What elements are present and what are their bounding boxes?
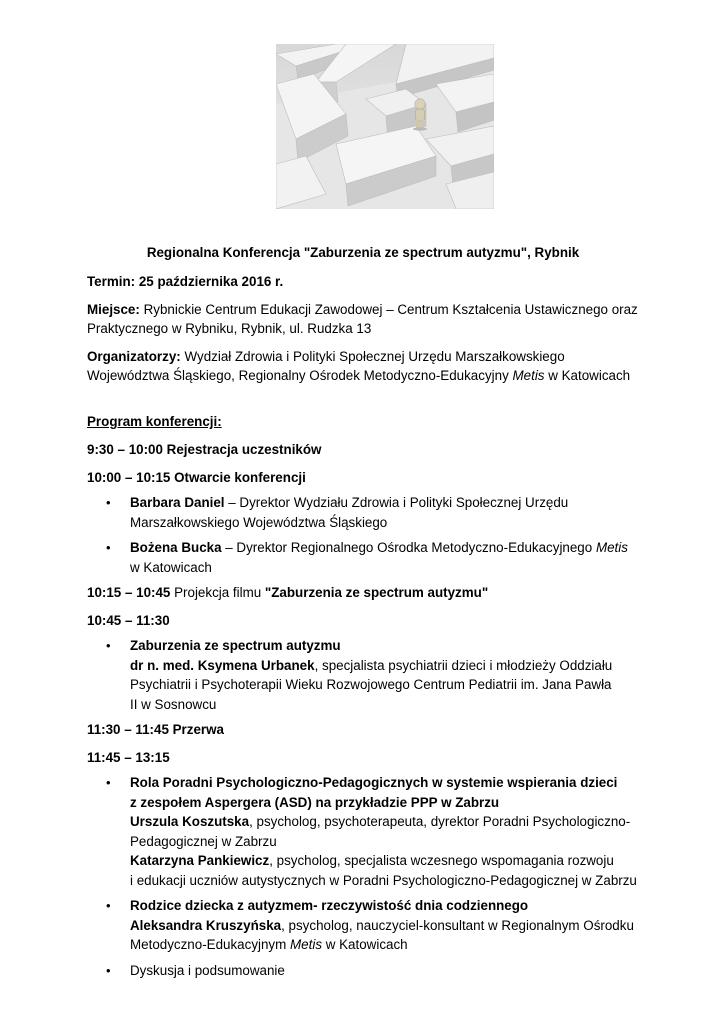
speaker-role: , psycholog, nauczyciel-konsultant w Regionalnym Ośrodku bbox=[281, 917, 634, 933]
speaker-name: Barbara Daniel bbox=[130, 495, 225, 510]
termin-value: 25 października 2016 r. bbox=[138, 274, 284, 289]
list-item: • Rodzice dziecka z autyzmem- rzeczywistość dnia codziennego Aleksandra Kruszyńska, psycholog, nauczyciel-konsultant w Regionalnym Ośrodku Metodyczno-Edukacyjnym Metis w Katowicach bbox=[106, 898, 634, 952]
speaker-role-end: w Katowicach bbox=[322, 937, 408, 952]
speaker-role-cont2: II w Sosnowcu bbox=[130, 696, 217, 712]
lecture-topic: Zaburzenia ze spectrum autyzmu bbox=[130, 638, 341, 653]
speaker-name: Bożena Bucka bbox=[130, 540, 222, 555]
miejsce-block bbox=[87, 300, 647, 338]
miejsce-line1: Rybnickie Centrum Edukacji Zawodowej – Centrum Kształcenia Ustawicznego oraz bbox=[143, 302, 638, 317]
session-film bbox=[87, 583, 647, 602]
program-heading: Program konferencji: bbox=[87, 414, 222, 429]
list-item: • Zaburzenia ze spectrum autyzmu dr n. med. Ksymena Urbanek, specjalista psychiatrii dzieci i młodzieży Oddziału Psychiatrii i Psychoterapii Wieku Rozwojowego Centrum Pediatrii im. Jana Pawła II w Sosnowcu bbox=[106, 638, 613, 712]
miejsce-label: Miejsce: bbox=[87, 302, 140, 317]
organizatorzy-block bbox=[87, 347, 647, 385]
speaker-role: , specjalista psychiatrii dzieci i młodzieży Oddziału bbox=[314, 657, 613, 673]
speaker-role-italic: Metis bbox=[290, 937, 323, 952]
speaker-role: , psycholog, psychoterapeuta, dyrektor Poradni Psychologiczno- bbox=[249, 814, 631, 829]
termin-line bbox=[87, 272, 647, 291]
list-item: • Bożena Bucka – Dyrektor Regionalnego Ośrodka Metodyczno-Edukacyjnego Metis w Katowicach bbox=[106, 540, 628, 575]
speaker-role-cont: w Katowicach bbox=[130, 559, 212, 575]
session-film-time: 10:15 – 10:45 bbox=[87, 585, 171, 600]
speaker-role-italic: Metis bbox=[595, 540, 628, 555]
speaker-role: – Dyrektor Regionalnego Ośrodka Metodyczno-Edukacyjnego bbox=[221, 540, 596, 555]
speaker-role-2-cont: i edukacji uczniów autystycznych w Poradni Psychologiczno-Pedagogicznej w Zabrzu bbox=[130, 872, 637, 888]
speaker-role-cont: Pedagogicznej w Zabrzu bbox=[130, 833, 277, 849]
speaker-name: dr n. med. Ksymena Urbanek bbox=[130, 657, 315, 673]
document-title: Regionalna Konferencja "Zaburzenia ze spectrum autyzmu", Rybnik bbox=[146, 245, 580, 260]
session-film-title: "Zaburzenia ze spectrum autyzmu" bbox=[264, 585, 489, 600]
lecture-topic: Rodzice dziecka z autyzmem- rzeczywistość dnia codziennego bbox=[130, 898, 529, 913]
lecture-topic: Rola Poradni Psychologiczno-Pedagogicznych w systemie wspierania dzieci bbox=[130, 775, 618, 790]
organizatorzy-line2c: w Katowicach bbox=[548, 368, 631, 383]
speaker-role: – Dyrektor Wydziału Zdrowia i Polityki Społecznej Urzędu bbox=[224, 495, 569, 510]
organizatorzy-line1: Wydział Zdrowia i Polityki Społecznej Urzędu Marszałkowskiego bbox=[184, 349, 565, 364]
organizatorzy-metis: Metis bbox=[512, 368, 545, 383]
session-lecture2: 11:45 – 13:15 bbox=[87, 750, 170, 765]
organizatorzy-line2a: Województwa Śląskiego, Regionalny Ośrodek Metodyczno-Edukacyjny bbox=[87, 368, 509, 383]
speaker-role-cont: Marszałkowskiego Województwa Śląskiego bbox=[130, 514, 388, 530]
organizatorzy-label: Organizatorzy: bbox=[87, 349, 181, 364]
session-registration: 9:30 – 10:00 Rejestracja uczestników bbox=[87, 442, 322, 457]
document-body bbox=[87, 243, 647, 986]
speaker-role-cont: Psychiatrii i Psychoterapii Wieku Rozwojowego Centrum Pediatrii im. Jana Pawła bbox=[130, 677, 612, 692]
maze-illustration bbox=[276, 44, 494, 209]
session-opening: 10:00 – 10:15 Otwarcie konferencji bbox=[87, 470, 306, 485]
speaker-name: Aleksandra Kruszyńska bbox=[130, 917, 282, 933]
lecture-topic-cont: z zespołem Aspergera (ASD) na przykładzie PPP w Zabrzu bbox=[130, 794, 500, 810]
lecture2-list bbox=[87, 773, 647, 980]
session-lecture1: 10:45 – 11:30 bbox=[87, 613, 170, 628]
speaker-role-cont: Metodyczno-Edukacyjnym bbox=[130, 937, 291, 952]
lecture1-list bbox=[87, 636, 647, 714]
speaker-name-2: Katarzyna Pankiewicz bbox=[130, 853, 270, 868]
maze-image bbox=[276, 44, 494, 209]
list-item: • Rola Poradni Psychologiczno-Pedagogicznych w systemie wspierania dzieci z zespołem Aspergera (ASD) na przykładzie PPP w Zabrzu Urszula Koszutska, psycholog, psychoterapeuta, dyrektor Poradni Psychologiczno- Pedagogicznej w Zabrzu Katarzyna Pankiewicz, psycholog, specjalista wczesnego wspomagania rozwoju i edukacji uczniów autystycznych w Poradni Psychologiczno-Pedagogicznej w Zabrzu bbox=[106, 775, 637, 888]
opening-speakers-list bbox=[87, 493, 647, 577]
miejsce-line2: Praktycznego w Rybniku, Rybnik, ul. Rudzka 13 bbox=[87, 321, 372, 336]
speaker-role-2: , psycholog, specjalista wczesnego wspomagania rozwoju bbox=[269, 853, 614, 868]
termin-label: Termin: bbox=[87, 274, 136, 289]
closing-discussion: Dyskusja i podsumowanie bbox=[130, 962, 285, 978]
session-break: 11:30 – 11:45 Przerwa bbox=[87, 722, 224, 737]
session-film-text: Projekcja filmu bbox=[170, 585, 265, 600]
list-item: • Barbara Daniel – Dyrektor Wydziału Zdrowia i Polityki Społecznej Urzędu Marszałkowskiego Województwa Śląskiego bbox=[106, 495, 569, 530]
list-item: • Dyskusja i podsumowanie bbox=[106, 962, 285, 978]
speaker-name: Urszula Koszutska bbox=[130, 814, 250, 829]
